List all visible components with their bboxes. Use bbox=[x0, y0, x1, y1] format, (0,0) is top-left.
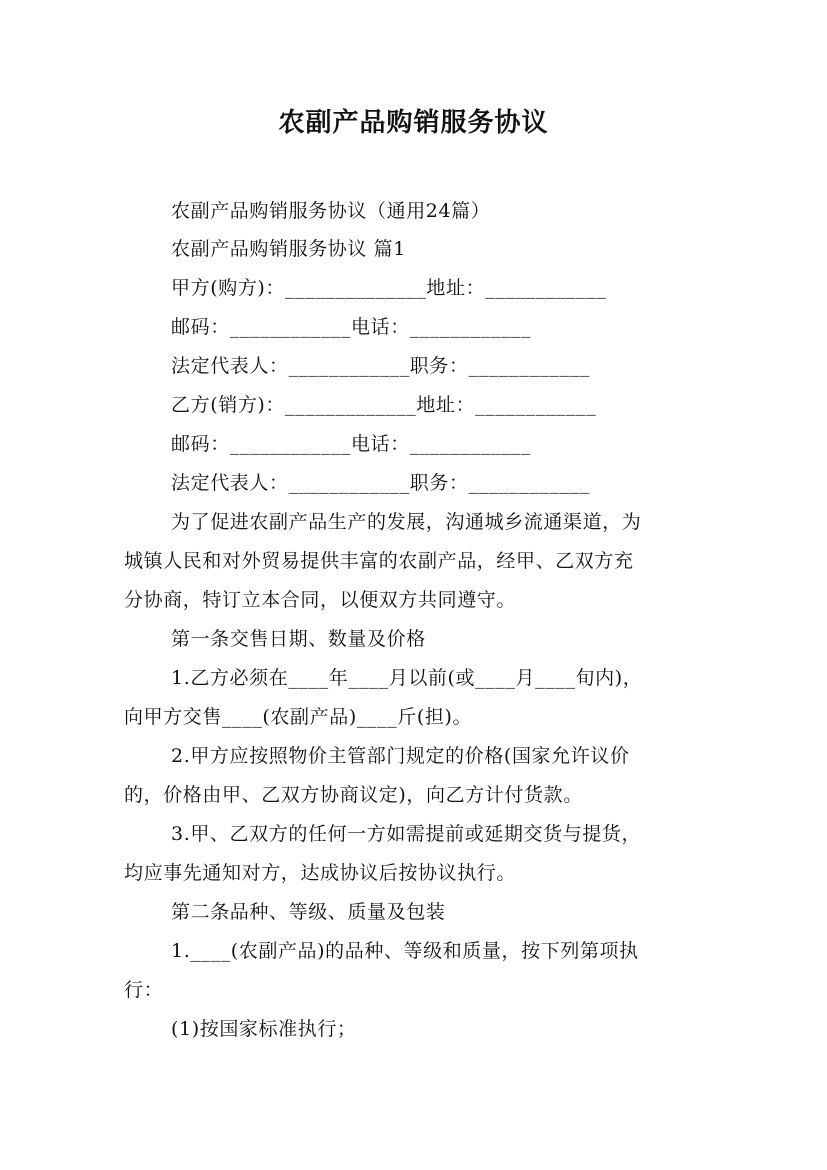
article-1-heading: 第一条交售日期、数量及价格 bbox=[171, 628, 426, 650]
party-a-representative-line: 法定代表人：____________职务：____________ bbox=[171, 355, 590, 377]
party-a-postal-phone-line: 邮码：____________电话：____________ bbox=[171, 316, 532, 338]
intro-paragraph-line-1: 为了促进农副产品生产的发展，沟通城乡流通渠道，为 bbox=[171, 511, 642, 533]
intro-paragraph-line-2: 城镇人民和对外贸易提供丰富的农副产品，经甲、乙双方充 bbox=[124, 550, 634, 572]
party-b-representative-line: 法定代表人：____________职务：____________ bbox=[171, 472, 590, 494]
party-a-line: 甲方(购方)：______________地址：____________ bbox=[171, 277, 607, 299]
article-1-item-1-line-1: 1.乙方必须在____年____月以前(或____月____旬内)， bbox=[171, 667, 643, 689]
subtitle-line: 农副产品购销服务协议（通用24篇） bbox=[171, 200, 491, 222]
article-2-heading: 第二条品种、等级、质量及包装 bbox=[171, 901, 446, 923]
article-1-item-1-line-2: 向甲方交售____(农副产品)____斤(担)。 bbox=[124, 706, 473, 728]
article-2-subitem-1: (1)按国家标准执行； bbox=[171, 1018, 357, 1040]
article-1-item-3-line-2: 均应事先通知对方，达成协议后按协议执行。 bbox=[124, 862, 517, 884]
party-b-line: 乙方(销方)：_____________地址：____________ bbox=[171, 394, 597, 416]
article-1-item-2-line-2: 的，价格由甲、乙双方协商议定)，向乙方计付货款。 bbox=[124, 784, 583, 806]
article-2-item-1-line-1: 1.____(农副产品)的品种、等级和质量，按下列第项执 bbox=[171, 940, 639, 962]
document-title: 农副产品购销服务协议 bbox=[278, 108, 549, 138]
article-2-item-1-line-2: 行： bbox=[124, 979, 164, 1001]
article-1-item-3-line-1: 3.甲、乙双方的任何一方如需提前或延期交货与提货， bbox=[171, 823, 642, 845]
article-1-item-2-line-1: 2.甲方应按照物价主管部门规定的价格(国家允许议价 bbox=[171, 745, 630, 767]
party-b-postal-phone-line: 邮码：____________电话：____________ bbox=[171, 433, 532, 455]
intro-paragraph-line-3: 分协商，特订立本合同，以便双方共同遵守。 bbox=[124, 589, 517, 611]
section-heading: 农副产品购销服务协议 篇1 bbox=[171, 238, 406, 260]
